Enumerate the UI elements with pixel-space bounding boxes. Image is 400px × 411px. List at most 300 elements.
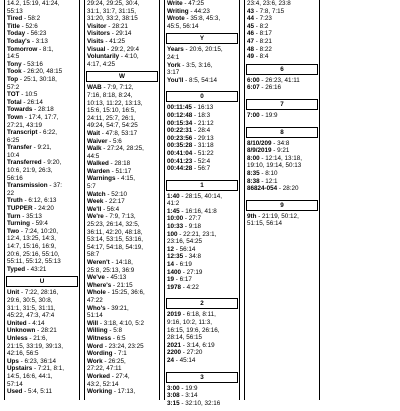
index-entry: [167, 334, 237, 342]
index-references: - 18:3: [192, 111, 211, 119]
index-entry: [87, 191, 157, 199]
index-term: Walk: [87, 145, 102, 153]
index-entry: [247, 220, 317, 228]
index-references: - 26:14: [21, 98, 43, 106]
index-term: United: [7, 319, 27, 327]
index-term: Two: [7, 227, 20, 235]
index-references: 28:14, 56:15: [167, 334, 203, 342]
index-term: Towards: [7, 106, 33, 114]
index-term: 00:41:23: [167, 157, 193, 165]
index-term: 12:35: [167, 253, 184, 261]
index-references: - 4:22: [181, 283, 199, 291]
index-term: 2021: [167, 341, 182, 349]
index-entry: [87, 38, 157, 46]
index-entry: [247, 155, 317, 163]
index-references: - 28:15, 40:14,: [179, 192, 222, 200]
index-term: 43: [247, 7, 255, 15]
index-entry: [7, 358, 77, 366]
index-term: Used: [7, 388, 23, 396]
index-references: 57:14: [7, 380, 23, 388]
index-entry: [87, 373, 157, 381]
index-references: - 5:6: [107, 137, 122, 145]
index-entry: [87, 297, 157, 305]
index-references: 58:7: [87, 251, 100, 259]
index-entry: [87, 122, 157, 130]
index-term: Visual: [87, 45, 106, 53]
index-term: 6:00: [247, 76, 260, 84]
letter-header: 3: [166, 372, 238, 383]
index-entry: [7, 266, 77, 274]
index-entry: [7, 343, 77, 351]
index-term: 8/9/2019: [247, 147, 272, 155]
index-references: - 6:19: [174, 261, 192, 269]
index-term: Wrote: [167, 15, 185, 23]
index-entry: [7, 335, 77, 343]
index-references: 27:22, 47:11: [87, 365, 122, 373]
index-entry: [7, 159, 77, 167]
index-references: - 28:20: [277, 185, 299, 193]
index-term: Where's: [87, 281, 112, 289]
letter-header: W: [86, 71, 158, 82]
index-references: 44:5: [87, 152, 100, 160]
index-references: 14.2, 15:19, 41:24,: [7, 0, 60, 7]
index-term: 2200: [167, 349, 182, 357]
index-entry: [167, 142, 237, 150]
index-term: 6:07: [247, 84, 260, 92]
index-entry: [7, 350, 77, 358]
index-references: 31:1, 31:5, 31:11,: [7, 304, 56, 312]
index-term: 9th: [247, 212, 257, 220]
index-references: 57:2: [7, 83, 20, 91]
index-references: 45:5, 56:14: [167, 22, 199, 30]
index-references: - 9:18: [183, 223, 201, 231]
index-references: - 56:7: [192, 165, 211, 173]
index-references: - 15:25, 36:6,: [105, 289, 145, 297]
index-entry: [167, 69, 237, 77]
index-term: Wording: [87, 350, 113, 358]
index-term: Voluntarily: [87, 53, 120, 61]
index-references: - 35:13: [20, 212, 42, 220]
index-references: 29:6, 30:5, 30:8,: [7, 296, 53, 304]
index-references: - 59:4: [29, 220, 48, 228]
index-entry: [7, 84, 77, 92]
index-entry: [167, 223, 237, 231]
index-entry: [87, 327, 157, 335]
index-term: TOT: [7, 91, 20, 99]
index-references: - 6:22,: [37, 129, 58, 137]
index-entry: [7, 68, 77, 76]
index-term: 8/10/209: [247, 139, 272, 147]
index-term: 24: [167, 356, 175, 364]
index-term: We've: [87, 274, 105, 282]
index-term: 10:00: [167, 215, 184, 223]
index-references: - 31:18: [192, 142, 214, 150]
letter-header: 8: [246, 127, 318, 138]
index-entry: [87, 236, 157, 244]
section-gap: [167, 365, 237, 369]
index-entry: [167, 193, 237, 201]
index-term: Upstairs: [7, 365, 33, 373]
index-references: - 27:7: [183, 215, 201, 223]
section-gap: [247, 228, 317, 232]
index-term: Turning: [7, 220, 30, 228]
index-references: - 28:18: [32, 106, 54, 114]
index-references: 6:25: [7, 136, 20, 144]
index-references: - 52:6: [19, 22, 38, 30]
index-references: - 34:8: [271, 139, 290, 147]
index-entry: [87, 358, 157, 366]
index-term: 48: [247, 45, 255, 53]
index-entry: [7, 235, 77, 243]
index-references: - 27:24, 28:25,: [101, 145, 144, 153]
index-entry: [87, 312, 157, 320]
section-gap: [247, 92, 317, 96]
index-entry: [247, 162, 317, 170]
index-entry: [87, 92, 157, 100]
index-references: 51:14: [87, 312, 103, 320]
index-entry: [167, 357, 237, 365]
index-references: 14:5, 16:6, 44:1,: [7, 372, 53, 380]
index-entry: [247, 23, 317, 31]
index-references: - 39:21,: [105, 304, 129, 312]
index-references: - 8:21: [254, 37, 272, 45]
index-entry: [7, 129, 77, 137]
index-entry: [87, 15, 157, 23]
index-entry: [7, 190, 77, 198]
index-term: 00:44:28: [167, 165, 193, 173]
index-entry: [7, 61, 77, 69]
index-references: 31:20, 33:2, 38:15: [87, 15, 138, 23]
index-references: 24:1: [167, 53, 180, 61]
index-entry: [7, 373, 77, 381]
index-entry: [87, 350, 157, 358]
index-references: - 9:21,: [31, 144, 52, 152]
index-entry: [7, 23, 77, 31]
index-references: 19:10, 19:14, 50:13: [247, 162, 302, 170]
index-references: - 52:10: [105, 190, 128, 198]
index-entry: [87, 130, 157, 138]
index-term: TUPPER: [7, 205, 33, 213]
index-term: Worked: [87, 372, 110, 380]
index-references: - 4:15,: [115, 175, 136, 183]
index-term: You'll: [167, 76, 184, 84]
index-entry: [247, 8, 317, 16]
index-references: 36:11, 42:20, 48:18,: [87, 228, 143, 236]
index-references: - 29:13: [192, 134, 214, 142]
index-entry: [167, 231, 237, 239]
index-term: 45: [247, 22, 255, 30]
index-entry: [87, 343, 157, 351]
index-entry: [87, 0, 157, 8]
index-term: Transmission: [7, 182, 48, 190]
index-term: 1:45: [167, 207, 180, 215]
index-entry: [167, 127, 237, 135]
index-entry: [87, 100, 157, 108]
index-entry: [7, 106, 77, 114]
index-references: - 35:8, 45:3,: [184, 15, 221, 23]
index-references: - 28:18: [108, 160, 131, 168]
index-entry: [247, 185, 317, 193]
index-references: - 29:2, 29:4: [105, 45, 140, 53]
index-references: 51:15, 56:14: [247, 220, 283, 228]
index-term: 7:00: [247, 111, 260, 119]
index-references: 23:4, 23:6, 23:8: [247, 0, 291, 7]
index-entry: [7, 243, 77, 251]
index-entry: [87, 84, 157, 92]
index-references: - 21:19, 50:12,: [256, 212, 299, 220]
index-term: Years: [167, 46, 184, 54]
index-entry: [7, 197, 77, 205]
letter-header: Y: [166, 33, 238, 44]
index-term: Work: [87, 357, 103, 365]
index-term: 8:38: [247, 177, 260, 185]
index-entry: [167, 327, 237, 335]
index-term: 00:12:48: [167, 111, 193, 119]
index-term: Town: [7, 113, 23, 121]
index-entry: [167, 276, 237, 284]
index-references: - 27:20: [181, 349, 203, 357]
index-term: Tony: [7, 60, 22, 68]
index-references: 49:24, 54:7, 54:25: [87, 122, 138, 130]
index-term: Word: [87, 342, 103, 350]
index-entry: [167, 246, 237, 254]
index-references: - 8:10: [259, 169, 278, 177]
index-references: 31:1, 31:7, 31:15,: [87, 7, 137, 15]
index-references: 25:8, 25:13, 36:9: [87, 266, 135, 274]
section-gap: [247, 120, 317, 124]
index-term: Turn: [7, 212, 21, 220]
index-references: - 9:20,: [41, 159, 62, 167]
index-entry: [247, 84, 317, 92]
index-references: 9:16, 10:2, 11:3,: [167, 319, 213, 326]
index-references: - 27:4,: [109, 372, 130, 380]
index-references: 4:17, 4:25: [87, 60, 116, 68]
index-term: Waiver: [87, 137, 108, 145]
index-references: - 12:1: [259, 177, 278, 185]
index-term: Write: [167, 0, 183, 7]
index-references: - 12:14, 13:18,: [259, 154, 302, 162]
index-entry: [167, 253, 237, 261]
index-entry: [7, 381, 77, 389]
index-entry: [247, 0, 317, 8]
index-references: - 9:21: [271, 147, 290, 155]
index-references: 29:24, 29:25, 30:4,: [87, 0, 140, 7]
index-references: - 52:4: [192, 157, 211, 165]
index-references: - 6:17: [174, 276, 192, 284]
index-entry: [7, 114, 77, 122]
index-entry: [87, 53, 157, 61]
index-entry: [87, 305, 157, 313]
index-entry: [167, 342, 237, 350]
index-entry: [247, 15, 317, 23]
index-term: 3:00: [167, 384, 180, 392]
letter-header: 2: [166, 298, 238, 309]
index-references: - 21:15: [111, 281, 133, 289]
index-term: Warnings: [87, 175, 116, 183]
index-references: - 8:4: [254, 53, 269, 61]
index-entry: [87, 23, 157, 31]
index-term: Walked: [87, 160, 109, 168]
index-references: - 58:2: [22, 15, 41, 23]
letter-header: U: [6, 276, 78, 287]
index-references: - 24:20: [32, 205, 54, 213]
index-entry: [167, 23, 237, 31]
index-term: 1400: [167, 268, 182, 276]
index-entry: [7, 312, 77, 320]
index-entry: [167, 284, 237, 292]
index-references: - 45:13: [104, 274, 127, 282]
index-term: Transcript: [7, 129, 38, 137]
index-entry: [167, 8, 237, 16]
index-entry: [7, 152, 77, 160]
index-references: 23:16, 54:25: [167, 238, 203, 246]
index-term: Watch: [87, 190, 106, 198]
index-references: - 7:24, 10:20,: [19, 227, 58, 235]
index-references: - 25:1, 30:18,: [18, 75, 57, 83]
index-references: 25:23, 26:14, 32:5,: [87, 221, 140, 229]
index-references: - 26:25,: [102, 357, 126, 365]
index-references: - 27:19: [181, 268, 203, 276]
index-term: Whole: [87, 289, 106, 297]
section-gap: [167, 84, 237, 88]
index-references: 42:16, 56:5: [7, 350, 39, 358]
index-entry: [247, 178, 317, 186]
index-entry: [87, 213, 157, 221]
index-references: - 56:14: [174, 245, 196, 253]
index-references: - 5:4, 5:11: [22, 388, 53, 396]
index-references: - 7:1: [112, 350, 127, 358]
index-entry: [167, 77, 237, 85]
index-entry: [167, 215, 237, 223]
index-term: Transfer: [7, 144, 32, 152]
index-references: - 14:18,: [109, 259, 133, 266]
index-references: - 6:5: [111, 334, 126, 342]
index-entry: [167, 269, 237, 277]
index-references: - 7:8, 7:15: [254, 7, 285, 15]
index-entry: [87, 115, 157, 123]
index-entry: [7, 76, 77, 84]
index-references: - 56:23: [25, 30, 47, 38]
index-references: - 37:: [47, 182, 62, 190]
index-term: 3:15: [167, 399, 180, 407]
index-references: - 51:22: [192, 149, 214, 157]
index-term: Top: [7, 75, 19, 83]
index-entry: [7, 365, 77, 373]
index-references: - 16:16, 41:8: [179, 207, 217, 215]
index-entry: [87, 335, 157, 343]
index-entry: [167, 150, 237, 158]
index-references: - 56:4: [101, 205, 120, 213]
index-entry: [7, 8, 77, 16]
index-entry: [167, 104, 237, 112]
index-entry: [167, 54, 237, 62]
letter-header: 1: [166, 180, 238, 191]
index-entry: [167, 238, 237, 246]
index-references: - 8:2: [254, 22, 269, 30]
index-term: 47: [247, 37, 255, 45]
index-term: Warden: [87, 167, 110, 175]
index-entry: [247, 140, 317, 148]
index-references: - 22:17: [103, 198, 125, 206]
index-term: Week: [87, 198, 104, 206]
index-references: - 26:20, 48:15: [21, 68, 63, 76]
index-entry: [247, 77, 317, 85]
index-column-4: [244, 0, 320, 400]
index-entry: [247, 53, 317, 61]
index-term: Unless: [7, 334, 28, 342]
index-entry: [87, 198, 157, 206]
index-entry: [87, 320, 157, 328]
index-term: 19: [167, 276, 175, 284]
index-entry: [7, 327, 77, 335]
index-references: - 29:14: [109, 30, 132, 38]
index-references: 56:16: [7, 174, 23, 182]
index-references: - 7:22, 28:16,: [19, 289, 59, 297]
index-term: 14: [167, 261, 175, 269]
index-references: - 6:12, 6:13: [22, 197, 57, 205]
index-references: - 26:16: [259, 84, 281, 92]
index-references: - 7:21, 8:1,: [32, 365, 65, 373]
index-references: - 8:17: [254, 30, 272, 38]
index-references: - 22:21, 23:1,: [177, 230, 217, 238]
index-entry: [7, 297, 77, 305]
index-term: 3:08: [167, 392, 180, 400]
index-entry: [7, 205, 77, 213]
index-entry: [87, 160, 157, 168]
index-references: - 47:8, 53:17: [100, 129, 138, 137]
section-gap: [167, 291, 237, 295]
index-references: - 6:23, 36:14: [18, 357, 57, 365]
index-term: Unknown: [7, 327, 36, 335]
index-entry: [7, 251, 77, 259]
index-entry: [87, 145, 157, 153]
index-references: 43:2, 52:14: [87, 380, 119, 388]
section-gap: [167, 173, 237, 177]
index-references: 55:11, 55:12, 55:13: [7, 258, 61, 266]
index-references: - 45:14: [174, 356, 196, 364]
index-term: Transferred: [7, 159, 42, 167]
index-term: Tomorrow: [7, 45, 38, 53]
index-references: - 51:17: [109, 167, 132, 175]
index-references: - 19:9: [259, 111, 278, 119]
index-column-1: [4, 0, 80, 400]
index-entry: [7, 213, 77, 221]
index-entry: [7, 220, 77, 228]
index-term: Today's: [7, 37, 31, 45]
index-references: - 16:13: [191, 104, 214, 112]
index-entry: [167, 135, 237, 143]
index-term: We're: [87, 213, 104, 221]
index-entry: [167, 261, 237, 269]
index-entry: [87, 289, 157, 297]
index-entry: [167, 349, 237, 357]
index-references: - 7:23: [254, 15, 272, 23]
index-references: - 28:4: [192, 127, 211, 135]
index-references: - 3:13: [30, 37, 48, 45]
index-entry: [167, 392, 237, 400]
index-references: - 26:23, 41:11: [259, 76, 300, 84]
index-entry: [87, 274, 157, 282]
section-gap: [167, 407, 237, 411]
index-term: Weren't: [87, 259, 110, 266]
index-term: 00:41:04: [167, 149, 193, 157]
index-entry: [167, 200, 237, 208]
index-references: - 47:25: [182, 0, 204, 7]
index-references: - 43:21: [25, 265, 47, 273]
index-term: Visitor: [87, 22, 107, 30]
index-entry: [87, 259, 157, 267]
index-entry: [167, 112, 237, 120]
